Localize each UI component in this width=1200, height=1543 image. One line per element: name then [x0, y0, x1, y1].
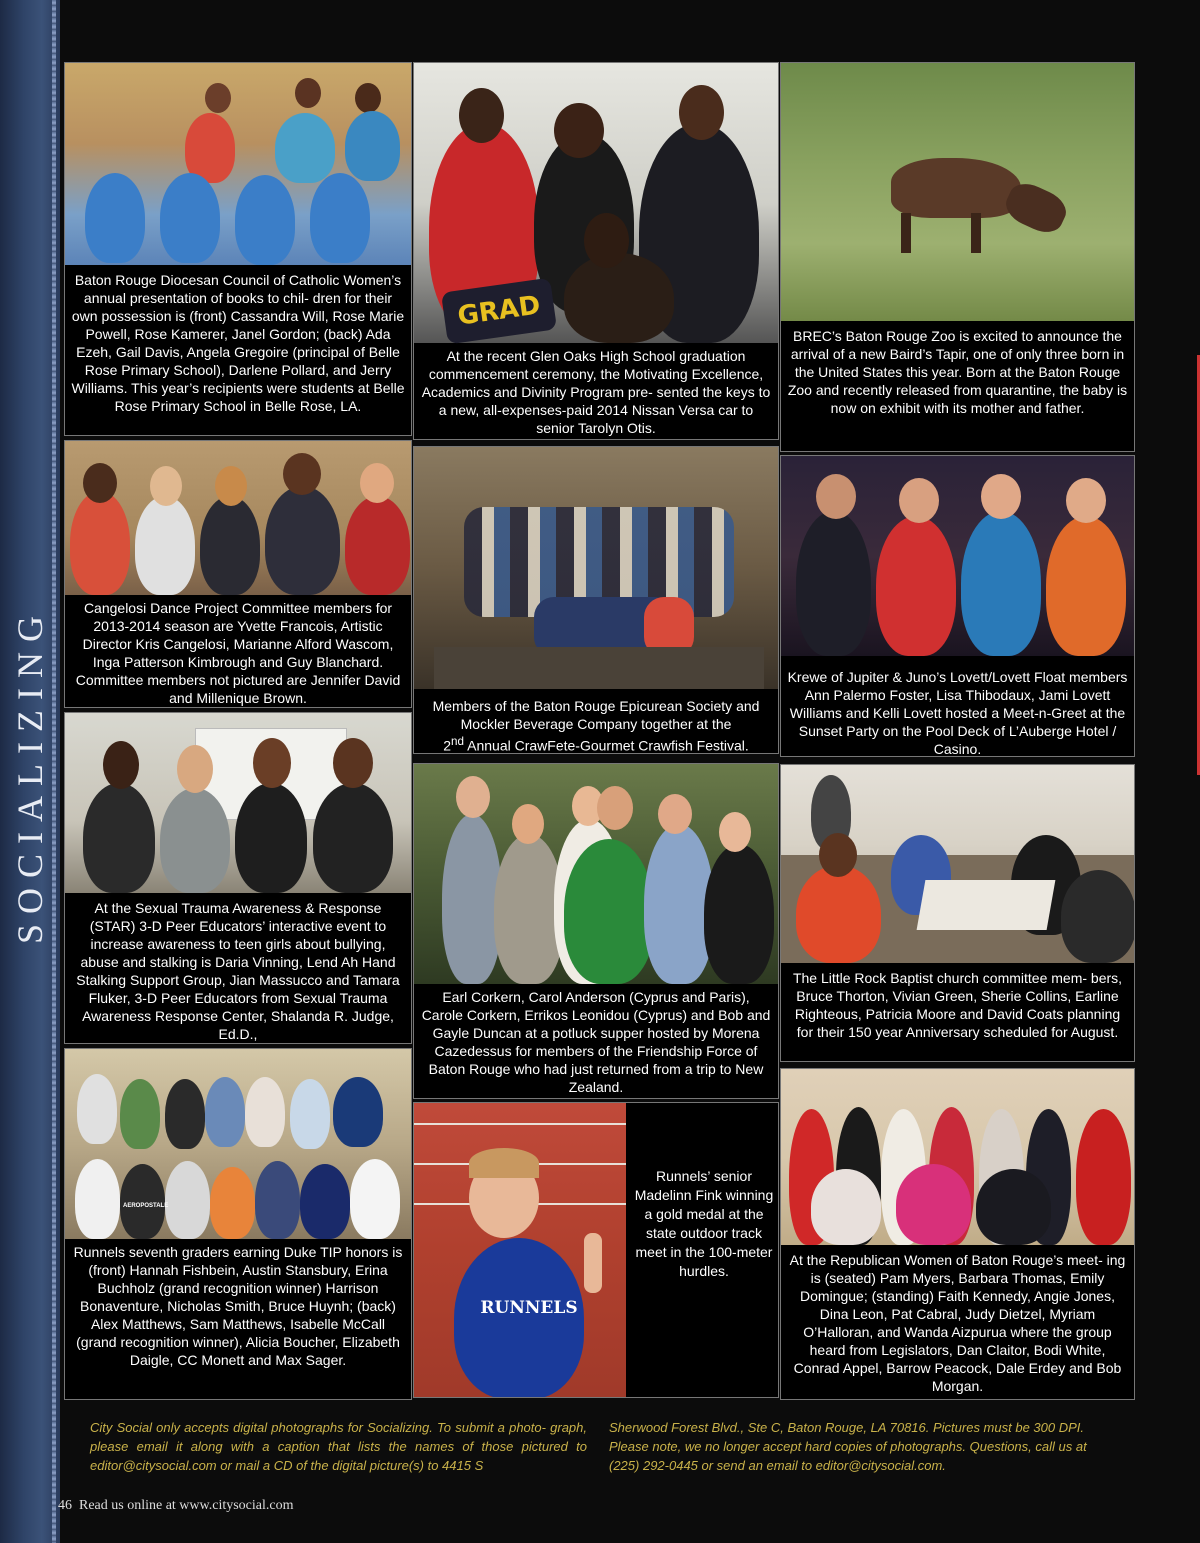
photo-epicurean — [413, 446, 779, 754]
caption-epicurean-line3: Annual CrawFete-Gourmet Crawfish Festival. — [464, 737, 749, 754]
caption-epicurean-line1: Members of the Baton Rouge Epicurean Society and Mockler Beverage Company together at the — [432, 698, 760, 732]
photo-zoo — [780, 62, 1135, 452]
photo-krewe — [780, 455, 1135, 757]
caption-epicurean-sup: nd — [451, 735, 464, 748]
photo-corkern — [413, 763, 779, 1099]
footer-submit-info-left: City Social only accepts digital photographs for Socializing. To submit a photo- graph, please email it along with a caption that lists the names of those pictured to editor@citysocial.com or mail a CD of the digital picture(s) to 4415 S — [90, 1420, 587, 1473]
photo-duke-tip-image — [65, 1049, 411, 1239]
photo-republican-image — [781, 1069, 1134, 1245]
runnels-shirt — [474, 1298, 584, 1318]
caption-star: At the Sexual Trauma Awareness & Response (STAR) 3-D Peer Educators’ interactive event to increase awareness to teen girls about bullying, abuse and stalking is Daria Vinning, Lend Ah Hand Stalking Support Group, Jian Massucco and Tamara Fluker, 3-D Peer Educators from Sexual Trauma Awareness Response Center, Shalanda R. Judge, Ed.D., — [76, 900, 400, 1042]
photo-dance — [64, 440, 412, 708]
photo-duke-tip — [64, 1048, 412, 1400]
footer-submit-info-right: Sherwood Forest Blvd., Ste C, Baton Rouge, LA 70816. Pictures must be 300 DPI. Please note, we no longer accept hard copies of photographs. Questions, call us at (225) 292-0445 or send an email to editor@citysocial.com. — [609, 1420, 1087, 1473]
tapir-body — [891, 158, 1021, 218]
photo-catholic-women-image — [65, 63, 411, 265]
caption-krewe: Krewe of Jupiter & Juno’s Lovett/Lovett Float members Ann Palermo Foster, Lisa Thibodaux, Jami Lovett Williams and Kelli Lovett hosted a Meet-n-Greet at the Sunset Party on the Pool Deck of L’Auberge Hotel / Casino. — [787, 669, 1128, 757]
photo-glen-oaks — [413, 62, 779, 440]
caption-dance: Cangelosi Dance Project Committee members for 2013-2014 season are Yvette Francois, Artistic Director Kris Cangelosi, Marianne Alford Wascom, Inga Patterson Kimbrough and Guy Blanchard. Committee members not pictured are Jennifer David and Millenique Brown. — [75, 600, 401, 706]
caption-catholic-women: Baton Rouge Diocesan Council of Catholic Women’s annual presentation of books to chil- dren for their own possession is (front) Cassandra Will, Rose Marie Powell, Rose Kamerer, Janel Gordon; (back) Ada Ezeh, Gail Davis, Angela Gregoire (principal of Belle Rose Primary School), Darlene Pollard, and Jerry Williams. This year’s recipients were students at Belle Rose Primary School in Belle Rose, LA. — [71, 272, 405, 414]
caption-zoo: BREC’s Baton Rouge Zoo is excited to announce the arrival of a new Baird’s Tapir, one of only three born in the United States this year. Born at the Baton Rouge Zoo and recently released from quarantine, the baby is now on exhibit with its mother and father. — [787, 328, 1128, 416]
caption-glen-oaks: At the recent Glen Oaks High School graduation commencement ceremony, the Motivating Excellence, Academics and Divinity Program pre- sented the keys to a new, all-expenses-paid 2014 Nissan Versa car to senior Tarolyn Otis. — [421, 348, 771, 436]
photo-dance-image — [65, 441, 411, 595]
aeropostale-shirt-text: AEROPOSTALE — [123, 1203, 169, 1209]
aeropostale-shirt — [123, 1194, 169, 1212]
photo-republican — [780, 1068, 1135, 1400]
photo-runnels-track-image — [414, 1103, 626, 1398]
page-number: 46 — [58, 1498, 72, 1513]
photo-corkern-image — [414, 764, 778, 984]
grad-pillow-text: GRAD — [455, 290, 543, 332]
photo-star-image — [65, 713, 411, 893]
photo-little-rock — [780, 764, 1135, 1062]
caption-corkern: Earl Corkern, Carol Anderson (Cyprus and Paris), Carole Corkern, Errikos Leonidou (Cyprus) and Bob and Gayle Duncan at a potluck supper hosted by Morena Cazedessus for members of the Friendship Force of Baton Rouge who had just returned from a trip to New Zealand. — [421, 989, 771, 1095]
photo-glen-oaks-image — [414, 63, 778, 343]
photo-catholic-women — [64, 62, 412, 436]
caption-duke-tip: Runnels seventh graders earning Duke TIP honors is (front) Hannah Fishbein, Austin Stansbury, Erina Buchholz (grand recognition winner) Harrison Bonaventure, Nicholas Smith, Bruce Huynh; (back) Alex Matthews, Sam Matthews, Isabelle McCall (grand recognition winner), Alicia Boucher, Elizabeth Daigle, CC Monett and Max Sager. — [73, 1244, 403, 1368]
photo-runnels-track — [413, 1102, 779, 1398]
photo-zoo-image — [781, 63, 1134, 321]
photo-star — [64, 712, 412, 1044]
caption-epicurean-ordinal: 2 — [443, 737, 452, 754]
section-title-text: SOCIALIZING — [10, 606, 51, 944]
read-online-link[interactable]: Read us online at www.citysocial.com — [79, 1498, 294, 1513]
photo-epicurean-image — [414, 447, 778, 689]
caption-epicurean — [414, 695, 778, 754]
photo-krewe-image — [781, 456, 1134, 656]
caption-republican: At the Republican Women of Baton Rouge’s meet- ing is (seated) Pam Myers, Barbara Thomas, Emily Domingue; (standing) Faith Kennedy, Angie Jones, Dina Leon, Pat Cabral, Judy Dietzel, Myriam O’Halloran, and Wanda Aizpurua where the group heard from Legislators, Dan Claitor, Bodi White, Conrad Appel, Barrow Peacock, Dale Erdey and Bob Morgan. — [789, 1252, 1126, 1394]
runnels-shirt-text: RUNNELS — [480, 1298, 578, 1318]
caption-runnels-track: Runnels’ senior Madelinn Fink winning a gold medal at the state outdoor track meet in the 100-meter hurdles. — [634, 1168, 774, 1279]
photo-little-rock-image — [781, 765, 1134, 963]
page-footer — [58, 1498, 293, 1514]
caption-little-rock: The Little Rock Baptist church committee mem- bers, Bruce Thorton, Vivian Green, Sherie Collins, Earline Righteous, Patricia Moore and David Coats planning for their 150 year Anniversary scheduled for August. — [792, 970, 1123, 1040]
section-title — [2, 595, 58, 955]
